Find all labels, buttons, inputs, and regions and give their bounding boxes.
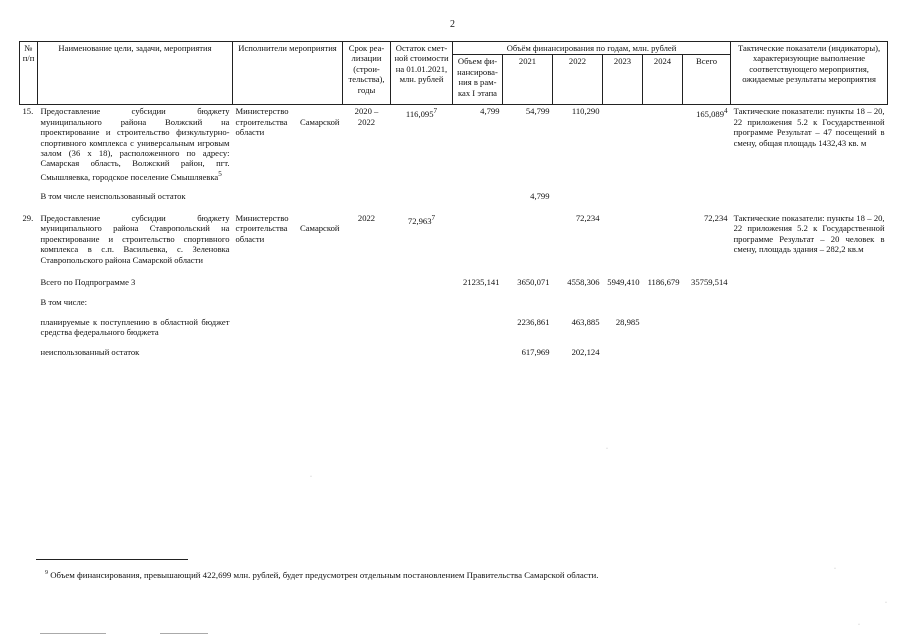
row-first-stage: 21235,141 — [462, 276, 500, 287]
row-2021 — [503, 212, 553, 276]
footnote — [45, 570, 598, 580]
row-label: В том числе: — [40, 296, 87, 307]
row-2021: 617,969 — [521, 346, 550, 357]
scan-speck: · — [834, 566, 836, 572]
row-2021: 54,799 — [525, 106, 550, 117]
table-row — [20, 296, 888, 316]
row-total-value: 165,089 — [696, 109, 724, 120]
col-funding-group-header: Объём финансирования по годам, млн. рублей — [453, 42, 731, 55]
row-2023 — [603, 105, 643, 190]
row-name-sup: 5 — [218, 169, 222, 178]
funding-table — [19, 41, 888, 366]
row-total: 72,234 — [703, 212, 728, 223]
row-2022: 72,234 — [575, 212, 600, 223]
row-2022: 202,124 — [571, 346, 600, 357]
footnote-marker: 9 — [45, 570, 48, 577]
row-2022: 463,885 — [571, 316, 600, 327]
table-row — [20, 190, 888, 212]
row-name — [38, 105, 233, 190]
row-name: Предоставление субсидии бюджету муниципального района Ставропольский на проектирование и строительство спортивного комплекса в с.п. Васильевка, с. Зеленовка Ставропольского района Самарской области — [40, 212, 230, 265]
table-row — [20, 346, 888, 366]
row-name-text: Предоставление субсидии бюджету муниципального района Волжский на проектирование и строительство физкультурно-спортивного комплекса с универсальным игровым залом (36 х 18), расположенного по адресу: Самарская область, Волжский район, пгт. Смышляевка, городское поселение Смышляевка — [40, 106, 230, 182]
row-label: В том числе неиспользованный остаток — [40, 190, 186, 201]
table-row — [20, 276, 888, 296]
row-indicators: Тактические показатели: пункты 18 – 20, 22 приложения 5.2 к Государственной программе Результат – 47 посещений в смену, общая площадь 1432,43 кв. м — [733, 106, 885, 148]
row-executor: Министерство строительства Самарской области — [235, 212, 340, 244]
row-total: 35759,514 — [691, 276, 728, 287]
row-2024: 1186,679 — [647, 276, 680, 287]
row-label: планируемые к поступлению в областной бюджет средства федерального бюджета — [40, 316, 230, 338]
row-2023 — [603, 212, 643, 276]
col-executors-header: Исполнители мероприятия — [233, 42, 343, 105]
col-indicators-header: Тактические показатели (индикаторы), характеризующие выполнение соответствующего мероприятия, ожидаемые результаты мероприятия — [731, 42, 888, 105]
row-indicators: Тактические показатели: пункты 18 – 20, 22 приложения 5.2 к Государственной программе Результат – 20 человек в смену, площадь здания – 282,2 кв.м — [733, 212, 885, 255]
row-remainder-sup: 7 — [433, 107, 438, 116]
row-remainder-value: 72,963 — [407, 215, 432, 226]
footnote-separator — [36, 559, 188, 560]
col-name-header: Наименование цели, задачи, мероприятия — [38, 42, 233, 105]
scan-speck: · — [606, 446, 608, 452]
row-total — [683, 105, 731, 190]
row-remainder — [391, 105, 453, 190]
col-2021-header: 2021 — [503, 55, 553, 105]
scan-speck: · — [885, 600, 887, 606]
row-label: неиспользованный остаток — [40, 346, 140, 357]
scan-speck: · — [310, 474, 312, 480]
col-term-header: Срок реа-лизации (строи-тельства), годы — [343, 42, 391, 105]
scan-edge-line — [40, 633, 106, 634]
page-number: 2 — [450, 19, 455, 30]
col-num-header: № п/п — [20, 42, 38, 105]
table-row — [20, 316, 888, 346]
scan-edge-line — [160, 633, 208, 634]
row-first-stage — [453, 212, 503, 276]
row-2021: 3650,071 — [517, 276, 550, 287]
col-2023-header: 2023 — [603, 55, 643, 105]
row-2021: 4,799 — [530, 190, 550, 201]
col-first-stage-header: Объем фи-нансирова-ния в рам-ках I этапа — [453, 55, 503, 105]
col-2022-header: 2022 — [553, 55, 603, 105]
row-label: Всего по Подпрограмме 3 — [40, 276, 136, 287]
row-remainder — [391, 212, 453, 276]
header-row-1 — [20, 42, 888, 55]
row-num: 15. — [22, 106, 34, 117]
row-2024 — [643, 212, 683, 276]
col-2024-header: 2024 — [643, 55, 683, 105]
row-2023: 5949,410 — [607, 276, 640, 287]
row-2024 — [643, 105, 683, 190]
row-2022: 110,290 — [571, 106, 600, 117]
scan-speck: · — [858, 622, 860, 628]
col-remainder-header: Остаток смет-ной стоимости на 01.01.2021, млн. рублей — [391, 42, 453, 105]
funding-table-wrapper — [19, 41, 887, 366]
row-2021: 2236,861 — [517, 316, 550, 327]
row-2022: 4558,306 — [567, 276, 600, 287]
row-2023: 28,985 — [615, 316, 640, 327]
row-term: 2020 – 2022 — [354, 106, 379, 127]
footnote-text: Объем финансирования, превышающий 422,699 млн. рублей, будет предусмотрен отдельным постановлением Правительства Самарской области. — [50, 570, 599, 580]
row-executor: Министерство строительства Самарской области — [235, 106, 340, 138]
row-term: 2022 — [357, 212, 376, 223]
table-row — [20, 212, 888, 276]
row-total-sup: 4 — [724, 107, 728, 116]
col-total-header: Всего — [683, 55, 731, 105]
row-num: 29. — [22, 212, 34, 223]
row-remainder-sup: 7 — [431, 213, 436, 222]
row-first-stage: 4,799 — [480, 106, 500, 117]
row-remainder-value: 116,095 — [405, 109, 434, 120]
table-row — [20, 105, 888, 190]
